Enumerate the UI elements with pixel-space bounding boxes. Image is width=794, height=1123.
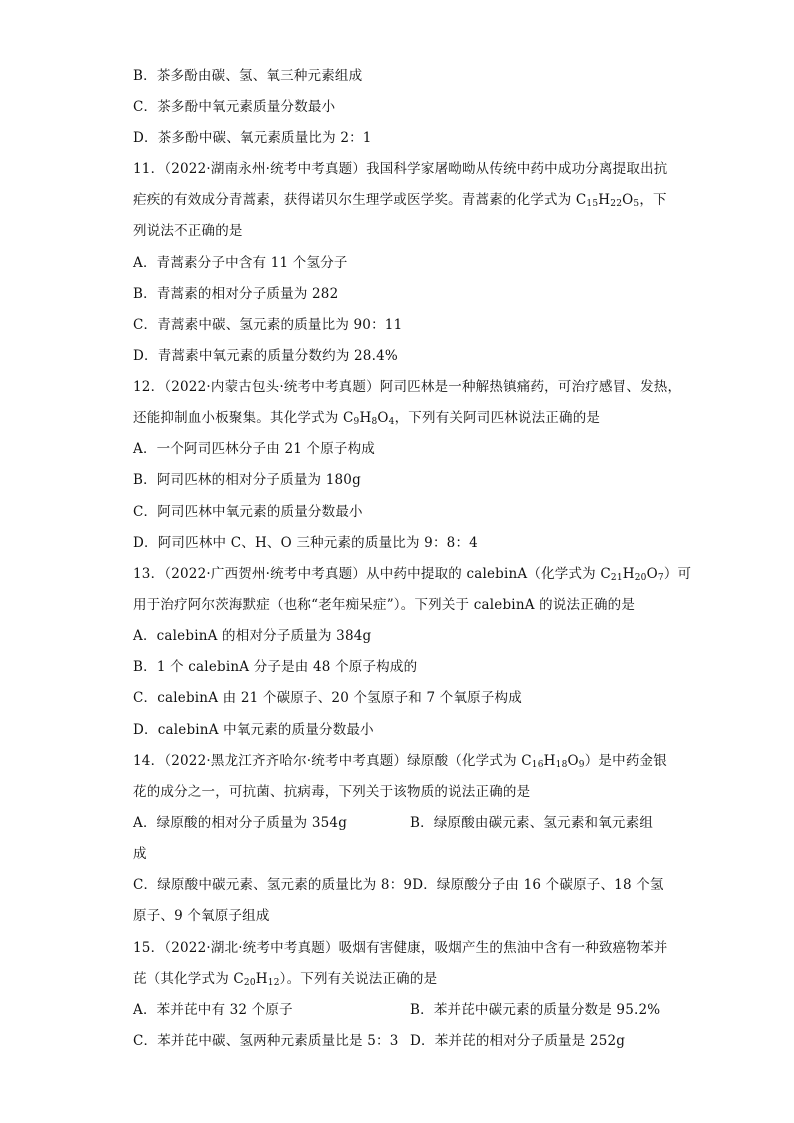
formula-element: O [377, 410, 389, 426]
formula-subscript: 9 [578, 760, 585, 770]
q14-stem-text: 14．（2022·黑龙江齐齐哈尔·统考中考真题）绿原酸（化学式为 C [133, 753, 532, 769]
formula-element: H [359, 410, 372, 426]
q14-option-d-continued: 原子、9 个氧原子组成 [133, 908, 270, 924]
q11-option-c: C．青蒿素中碳、氢元素的质量比为 90：11 [133, 317, 403, 333]
q12-option-a: A．一个阿司匹林分子由 21 个原子构成 [133, 441, 376, 457]
q13-option-b: B．1 个 calebinA 分子是由 48 个原子构成的 [133, 659, 418, 675]
q12-option-b: B．阿司匹林的相对分子质量为 180g [133, 472, 361, 488]
q11-option-d: D．青蒿素中氧元素的质量分数约为 28.4% [133, 348, 398, 364]
formula-element: H [255, 971, 268, 987]
formula-subscript: 8 [371, 417, 378, 427]
q14-option-c-d: C．绿原酸中碳元素、氢元素的质量比为 8：9D．绿原酸分子由 16 个碳原子、18 个氢 [133, 877, 664, 893]
formula-subscript: 22 [610, 199, 623, 209]
q15-option-b: B．苯并芘中碳元素的质量分数是 95.2% [410, 1002, 661, 1018]
q14-option-b: B．绿原酸由碳元素、氢元素和氧元素组 [410, 815, 654, 831]
q15-stem-text: 芘（其化学式为 C [133, 971, 244, 987]
q11-stem-line1: 11．（2022·湖南永州·统考中考真题）我国科学家屠呦呦从传统中药中成功分离提取出抗 [133, 161, 668, 177]
formula-element: O [622, 192, 634, 208]
q10-option-b: B．茶多酚由碳、氢、氧三种元素组成 [133, 68, 363, 84]
q12-stem-text-end: ，下列有关阿司匹林说法正确的是 [394, 410, 601, 426]
q10-option-c: C．茶多酚中氧元素质量分数最小 [133, 99, 336, 115]
formula-subscript: 16 [531, 760, 544, 770]
formula-subscript: 20 [634, 573, 647, 583]
q12-stem-line1: 12．（2022·内蒙古包头·统考中考真题）阿司匹林是一种解热镇痛药，可治疗感冒、发热， [133, 379, 682, 395]
q15-option-a: A．苯并芘中有 32 个原子 [133, 1002, 293, 1018]
q14-option-a: A．绿原酸的相对分子质量为 354g [133, 815, 348, 831]
formula-subscript: 18 [555, 760, 568, 770]
q11-stem-text-end: ，下 [639, 192, 667, 208]
formula-subscript: 5 [633, 199, 640, 209]
q10-option-d: D．茶多酚中碳、氧元素质量比为 2：1 [133, 130, 372, 146]
q11-stem-line2 [133, 190, 673, 210]
q12-stem-line2 [133, 408, 673, 428]
q13-stem-line1 [133, 564, 692, 584]
q13-stem-line2: 用于治疗阿尔茨海默症（也称“老年痴呆症”）。下列关于 calebinA 的说法正确的是 [133, 597, 636, 613]
q14-option-b-continued: 成 [133, 846, 147, 862]
q12-stem-text: 还能抑制血小板聚集。其化学式为 C [133, 410, 354, 426]
q12-option-d: D．阿司匹林中 C、H、O 三种元素的质量比为 9：8：4 [133, 535, 478, 551]
q14-stem-text-end: ）是中药金银 [584, 753, 667, 769]
formula-subscript: 20 [243, 978, 256, 988]
q15-stem-line1: 15．（2022·湖北·统考中考真题）吸烟有害健康，吸烟产生的焦油中含有一种致癌物苯并 [133, 940, 668, 956]
q14-stem-line2: 花的成分之一，可抗菌、抗病毒，下列关于该物质的说法正确的是 [133, 784, 531, 800]
q15-stem-text-end: ）。下列有关说法正确的是 [279, 971, 438, 987]
formula-element: H [543, 753, 556, 769]
q13-stem-text: 13．（2022·广西贺州·统考中考真题）从中药中提取的 calebinA（化学式为 C [133, 566, 611, 582]
q13-option-c: C．calebinA 由 21 个碳原子、20 个氢原子和 7 个氧原子构成 [133, 690, 522, 706]
formula-subscript: 15 [586, 199, 599, 209]
formula-subscript: 9 [353, 417, 360, 427]
q15-option-c: C．苯并芘中碳、氢两种元素质量比是 5：3 [133, 1033, 399, 1049]
q11-stem-line3: 列说法不正确的是 [133, 223, 243, 239]
q13-option-d: D．calebinA 中氧元素的质量分数最小 [133, 722, 374, 738]
q15-stem-line2 [133, 969, 673, 989]
q13-option-a: A．calebinA 的相对分子质量为 384g [133, 628, 372, 644]
q11-option-a: A．青蒿素分子中含有 11 个氢分子 [133, 255, 348, 271]
formula-subscript: 12 [267, 978, 280, 988]
formula-subscript: 7 [657, 573, 664, 583]
q11-option-b: B．青蒿素的相对分子质量为 282 [133, 286, 339, 302]
formula-element: H [598, 192, 611, 208]
formula-element: O [567, 753, 579, 769]
q12-option-c: C．阿司匹林中氧元素的质量分数最小 [133, 504, 363, 520]
formula-subscript: 21 [610, 573, 623, 583]
formula-element: O [646, 566, 658, 582]
q15-option-d: D．苯并芘的相对分子质量是 252g [410, 1033, 626, 1049]
q11-stem-text: 疟疾的有效成分青蒿素，获得诺贝尔生理学或医学奖。青蒿素的化学式为 C [133, 192, 587, 208]
q13-stem-text-end: ）可 [663, 566, 692, 582]
formula-element: H [622, 566, 635, 582]
formula-subscript: 4 [388, 417, 395, 427]
q14-stem-line1 [133, 751, 673, 771]
